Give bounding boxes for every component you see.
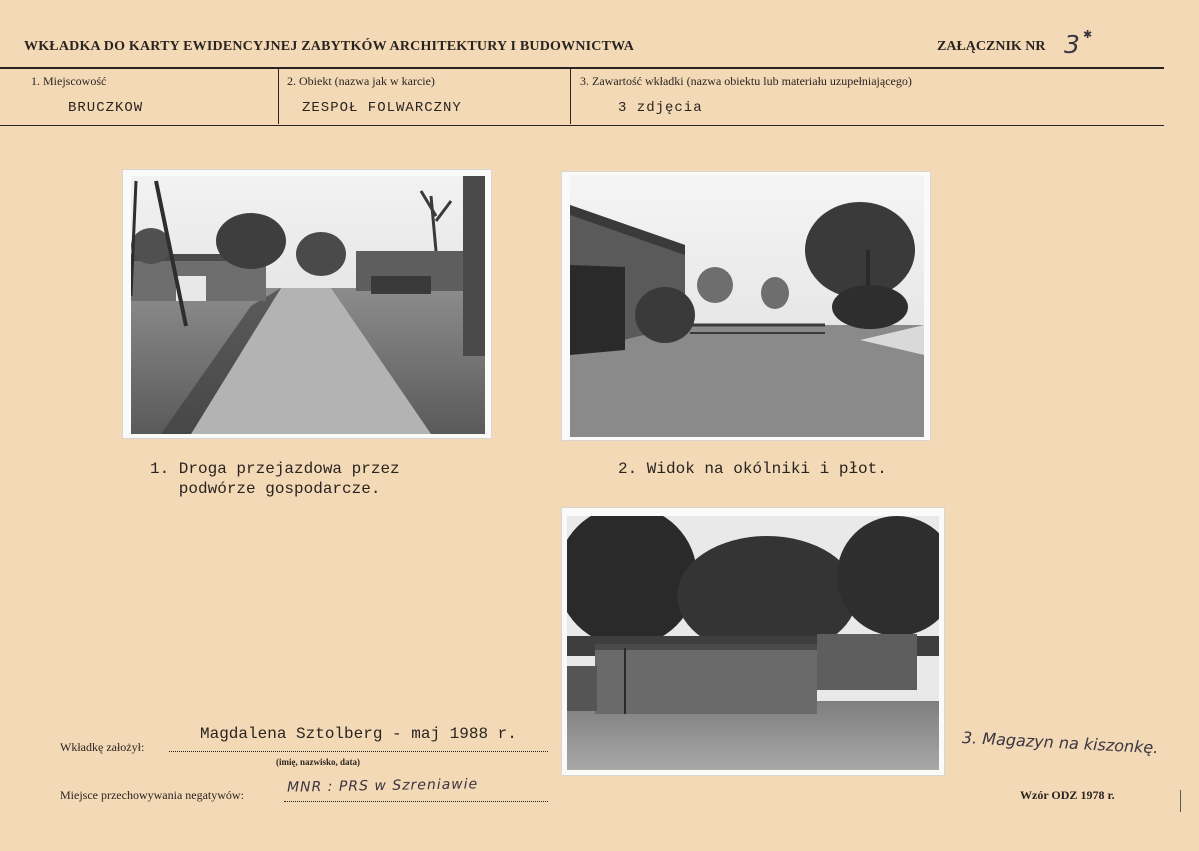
field-divider xyxy=(278,69,279,124)
storage-value: MNR : PRS w Szreniawie xyxy=(286,776,479,796)
storage-dotted-line xyxy=(284,800,548,802)
form-title: WKŁADKA DO KARTY EWIDENCYJNEJ ZABYTKÓW ARCHITEKTURY I BUDOWNICTWA xyxy=(24,39,635,54)
author-label: Wkładkę założył: xyxy=(60,740,145,754)
storage-label: Miejsce przechowywania negatywów: xyxy=(60,788,244,802)
margin-mark xyxy=(1180,790,1181,812)
photo-silage-store-image xyxy=(567,516,939,770)
photo-silage-store xyxy=(562,508,944,775)
photo-paddocks-fence-image xyxy=(570,175,924,437)
author-dotted-line xyxy=(169,750,548,752)
author-hint: (imię, nazwisko, data) xyxy=(276,757,360,767)
author-value: Magdalena Sztolberg - maj 1988 r. xyxy=(200,725,517,743)
object-value: ZESPOŁ FOLWARCZNY xyxy=(302,100,462,116)
content-value: 3 zdjęcia xyxy=(618,100,703,116)
template-version: Wzór ODZ 1978 r. xyxy=(1020,788,1115,802)
annex-label: ZAŁĄCZNIK NR xyxy=(937,39,1046,54)
locality-label: 1. Miejscowość xyxy=(31,74,107,88)
locality-value: BRUCZKOW xyxy=(68,100,144,116)
object-label: 2. Obiekt (nazwa jak w karcie) xyxy=(287,74,435,88)
photo-farm-road-image xyxy=(131,176,485,434)
photo-2-caption: 2. Widok na okólniki i płot. xyxy=(618,460,887,478)
header-rule xyxy=(0,67,1164,69)
photo-3-caption: 3. Magazyn na kiszonkę. xyxy=(961,728,1159,758)
annex-mark-icon: ✱ xyxy=(1083,28,1093,41)
photo-farm-road xyxy=(123,170,491,438)
field-divider xyxy=(570,69,571,124)
photo-paddocks-fence xyxy=(562,172,930,440)
annex-number: 3 xyxy=(1064,30,1080,59)
fields-rule xyxy=(0,125,1164,126)
content-label: 3. Zawartość wkładki (nazwa obiektu lub materiału uzupełniającego) xyxy=(580,74,912,88)
photo-1-caption: 1. Droga przejazdowa przez podwórze gospodarcze. xyxy=(150,460,400,498)
